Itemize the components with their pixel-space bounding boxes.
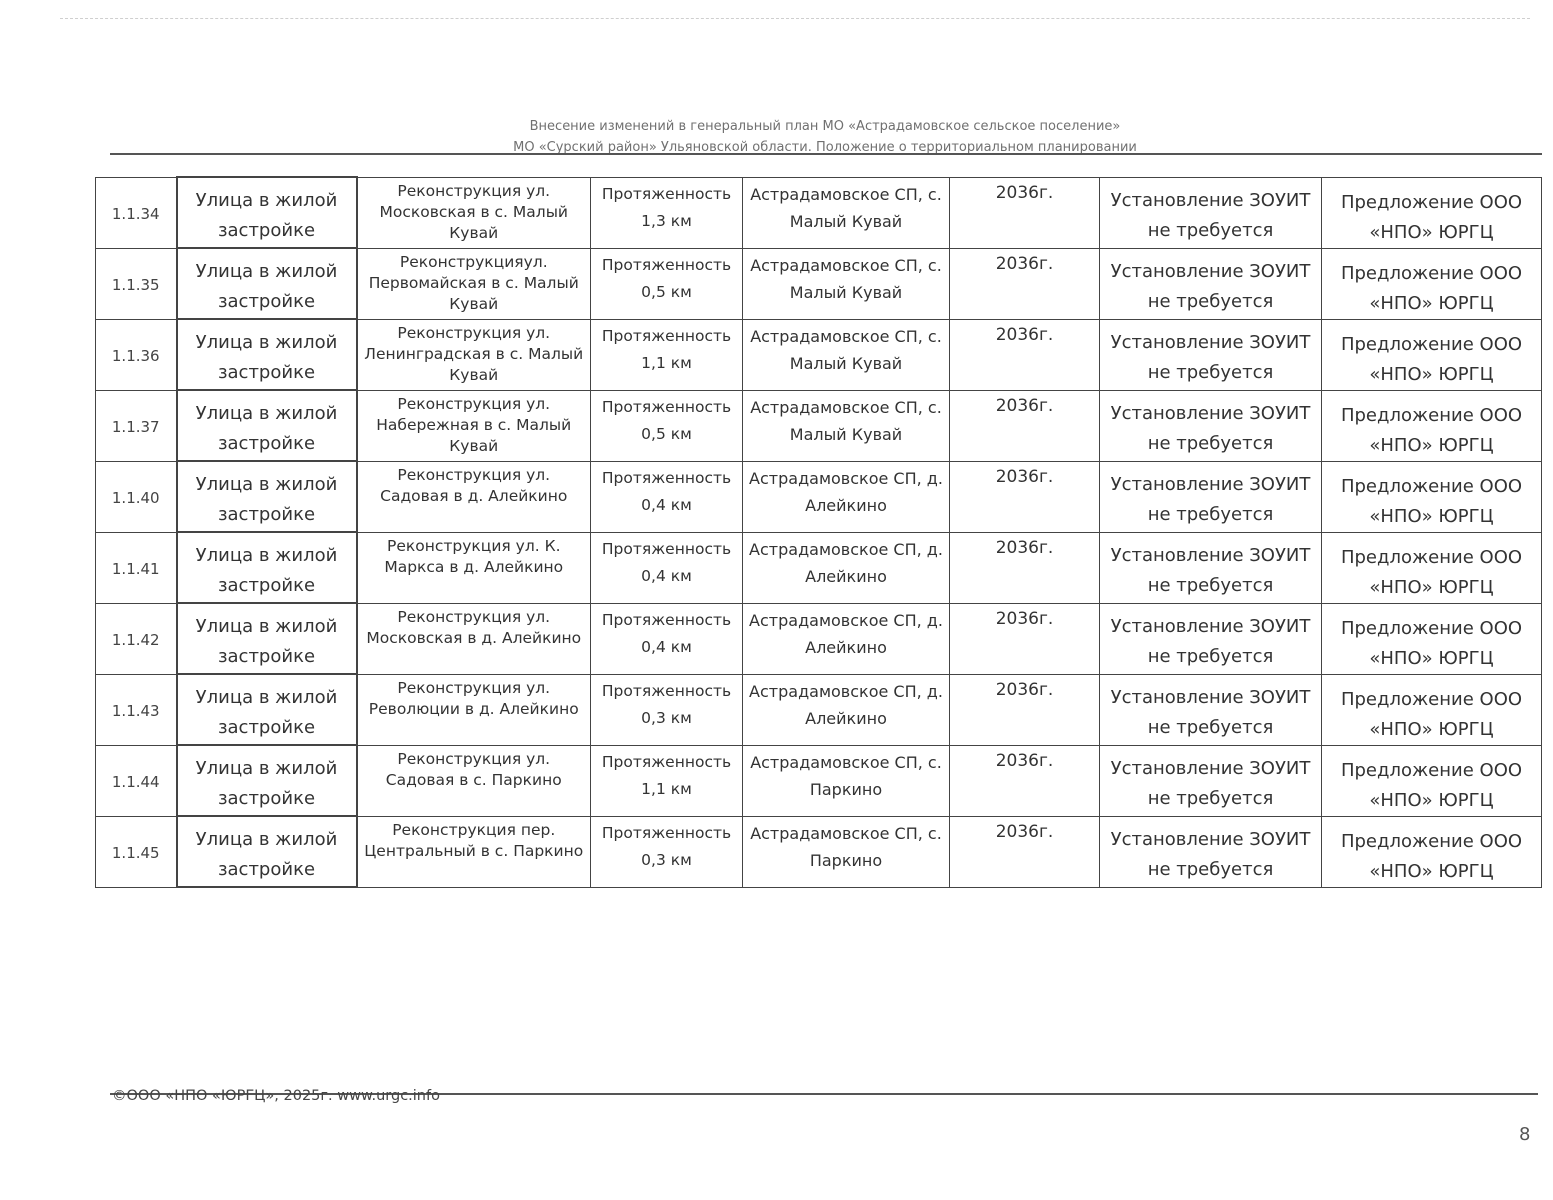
table-row [96,603,1542,674]
object-location-cell: Астрадамовское СП, д. Алейкино [743,603,950,674]
object-length-cell: Протяженность 0,5 км [591,248,743,319]
object-length-cell: Протяженность 0,3 км [591,674,743,745]
object-name-cell: Реконструкция ул. Садовая в с. Паркино [357,745,591,816]
implementation-year-cell: 2036г. [950,177,1100,248]
object-name-cell: Реконструкция ул. Набережная в с. Малый Кувай [357,390,591,461]
object-type-cell: Улица в жилой застройке [177,461,357,532]
object-length-cell: Протяженность 0,3 км [591,816,743,887]
object-length-cell: Протяженность 0,4 км [591,532,743,603]
zouit-status-cell: Установление ЗОУИТ не требуется [1100,319,1322,390]
object-location-cell: Астрадамовское СП, с. Малый Кувай [743,177,950,248]
zouit-status-cell: Установление ЗОУИТ не требуется [1100,745,1322,816]
object-type-cell: Улица в жилой застройке [177,816,357,887]
row-number-cell: 1.1.44 [96,745,177,816]
object-type-cell: Улица в жилой застройке [177,390,357,461]
proposal-note-cell: Предложение ООО «НПО» ЮРГЦ [1322,674,1542,745]
objects-table-container [95,176,1541,888]
table-row [96,461,1542,532]
header-line-2: МО «Сурский район» Ульяновской области. Положение о территориальном планировании [513,140,1137,155]
row-number-cell: 1.1.35 [96,248,177,319]
zouit-status-cell: Установление ЗОУИТ не требуется [1100,177,1322,248]
object-name-cell: Реконструкция ул. К. Маркса в д. Алейкино [357,532,591,603]
table-row [96,816,1542,887]
row-number-cell: 1.1.41 [96,532,177,603]
object-location-cell: Астрадамовское СП, с. Малый Кувай [743,390,950,461]
object-name-cell: Реконструкция ул. Революции в д. Алейкино [357,674,591,745]
object-location-cell: Астрадамовское СП, с. Малый Кувай [743,248,950,319]
proposal-note-cell: Предложение ООО «НПО» ЮРГЦ [1322,532,1542,603]
object-location-cell: Астрадамовское СП, д. Алейкино [743,532,950,603]
object-type-cell: Улица в жилой застройке [177,603,357,674]
implementation-year-cell: 2036г. [950,390,1100,461]
scan-artifact-line [60,18,1530,25]
implementation-year-cell: 2036г. [950,319,1100,390]
object-location-cell: Астрадамовское СП, д. Алейкино [743,674,950,745]
table-row [96,390,1542,461]
table-row [96,319,1542,390]
proposal-note-cell: Предложение ООО «НПО» ЮРГЦ [1322,816,1542,887]
zouit-status-cell: Установление ЗОУИТ не требуется [1100,532,1322,603]
object-name-cell: Реконструкция ул. Садовая в д. Алейкино [357,461,591,532]
objects-table [95,176,1542,888]
table-row [96,745,1542,816]
object-type-cell: Улица в жилой застройке [177,745,357,816]
implementation-year-cell: 2036г. [950,745,1100,816]
table-row [96,532,1542,603]
object-type-cell: Улица в жилой застройке [177,532,357,603]
page-number: 8 [1519,1124,1531,1145]
zouit-status-cell: Установление ЗОУИТ не требуется [1100,248,1322,319]
object-type-cell: Улица в жилой застройке [177,177,357,248]
proposal-note-cell: Предложение ООО «НПО» ЮРГЦ [1322,461,1542,532]
object-length-cell: Протяженность 0,5 км [591,390,743,461]
object-type-cell: Улица в жилой застройке [177,674,357,745]
object-length-cell: Протяженность 0,4 км [591,461,743,532]
table-row [96,177,1542,248]
implementation-year-cell: 2036г. [950,248,1100,319]
object-location-cell: Астрадамовское СП, с. Паркино [743,816,950,887]
object-name-cell: Реконструкция ул. Московская в с. Малый Кувай [357,177,591,248]
implementation-year-cell: 2036г. [950,674,1100,745]
proposal-note-cell: Предложение ООО «НПО» ЮРГЦ [1322,603,1542,674]
zouit-status-cell: Установление ЗОУИТ не требуется [1100,816,1322,887]
object-name-cell: Реконструкция ул. Московская в д. Алейкино [357,603,591,674]
object-name-cell: Реконструкцияул. Первомайская в с. Малый Кувай [357,248,591,319]
proposal-note-cell: Предложение ООО «НПО» ЮРГЦ [1322,745,1542,816]
zouit-status-cell: Установление ЗОУИТ не требуется [1100,390,1322,461]
zouit-status-cell: Установление ЗОУИТ не требуется [1100,603,1322,674]
header-divider [110,153,1542,155]
object-location-cell: Астрадамовское СП, с. Паркино [743,745,950,816]
proposal-note-cell: Предложение ООО «НПО» ЮРГЦ [1322,319,1542,390]
implementation-year-cell: 2036г. [950,603,1100,674]
table-row [96,674,1542,745]
zouit-status-cell: Установление ЗОУИТ не требуется [1100,674,1322,745]
proposal-note-cell: Предложение ООО «НПО» ЮРГЦ [1322,177,1542,248]
header-line-1: Внесение изменений в генеральный план МО «Астрадамовское сельское поселение» [529,119,1121,134]
row-number-cell: 1.1.45 [96,816,177,887]
proposal-note-cell: Предложение ООО «НПО» ЮРГЦ [1322,248,1542,319]
object-type-cell: Улица в жилой застройке [177,319,357,390]
proposal-note-cell: Предложение ООО «НПО» ЮРГЦ [1322,390,1542,461]
object-length-cell: Протяженность 1,3 км [591,177,743,248]
table-row [96,248,1542,319]
object-name-cell: Реконструкция пер. Центральный в с. Паркино [357,816,591,887]
footer-copyright: ©ООО «НПО «ЮРГЦ», 2025г. www.urgc.info [112,1088,440,1104]
row-number-cell: 1.1.40 [96,461,177,532]
object-type-cell: Улица в жилой застройке [177,248,357,319]
table-body [96,177,1542,887]
implementation-year-cell: 2036г. [950,532,1100,603]
implementation-year-cell: 2036г. [950,816,1100,887]
object-location-cell: Астрадамовское СП, д. Алейкино [743,461,950,532]
row-number-cell: 1.1.34 [96,177,177,248]
implementation-year-cell: 2036г. [950,461,1100,532]
object-length-cell: Протяженность 0,4 км [591,603,743,674]
object-location-cell: Астрадамовское СП, с. Малый Кувай [743,319,950,390]
object-length-cell: Протяженность 1,1 км [591,319,743,390]
object-length-cell: Протяженность 1,1 км [591,745,743,816]
row-number-cell: 1.1.36 [96,319,177,390]
document-header [110,116,1540,158]
row-number-cell: 1.1.37 [96,390,177,461]
row-number-cell: 1.1.42 [96,603,177,674]
zouit-status-cell: Установление ЗОУИТ не требуется [1100,461,1322,532]
row-number-cell: 1.1.43 [96,674,177,745]
object-name-cell: Реконструкция ул. Ленинградская в с. Малый Кувай [357,319,591,390]
